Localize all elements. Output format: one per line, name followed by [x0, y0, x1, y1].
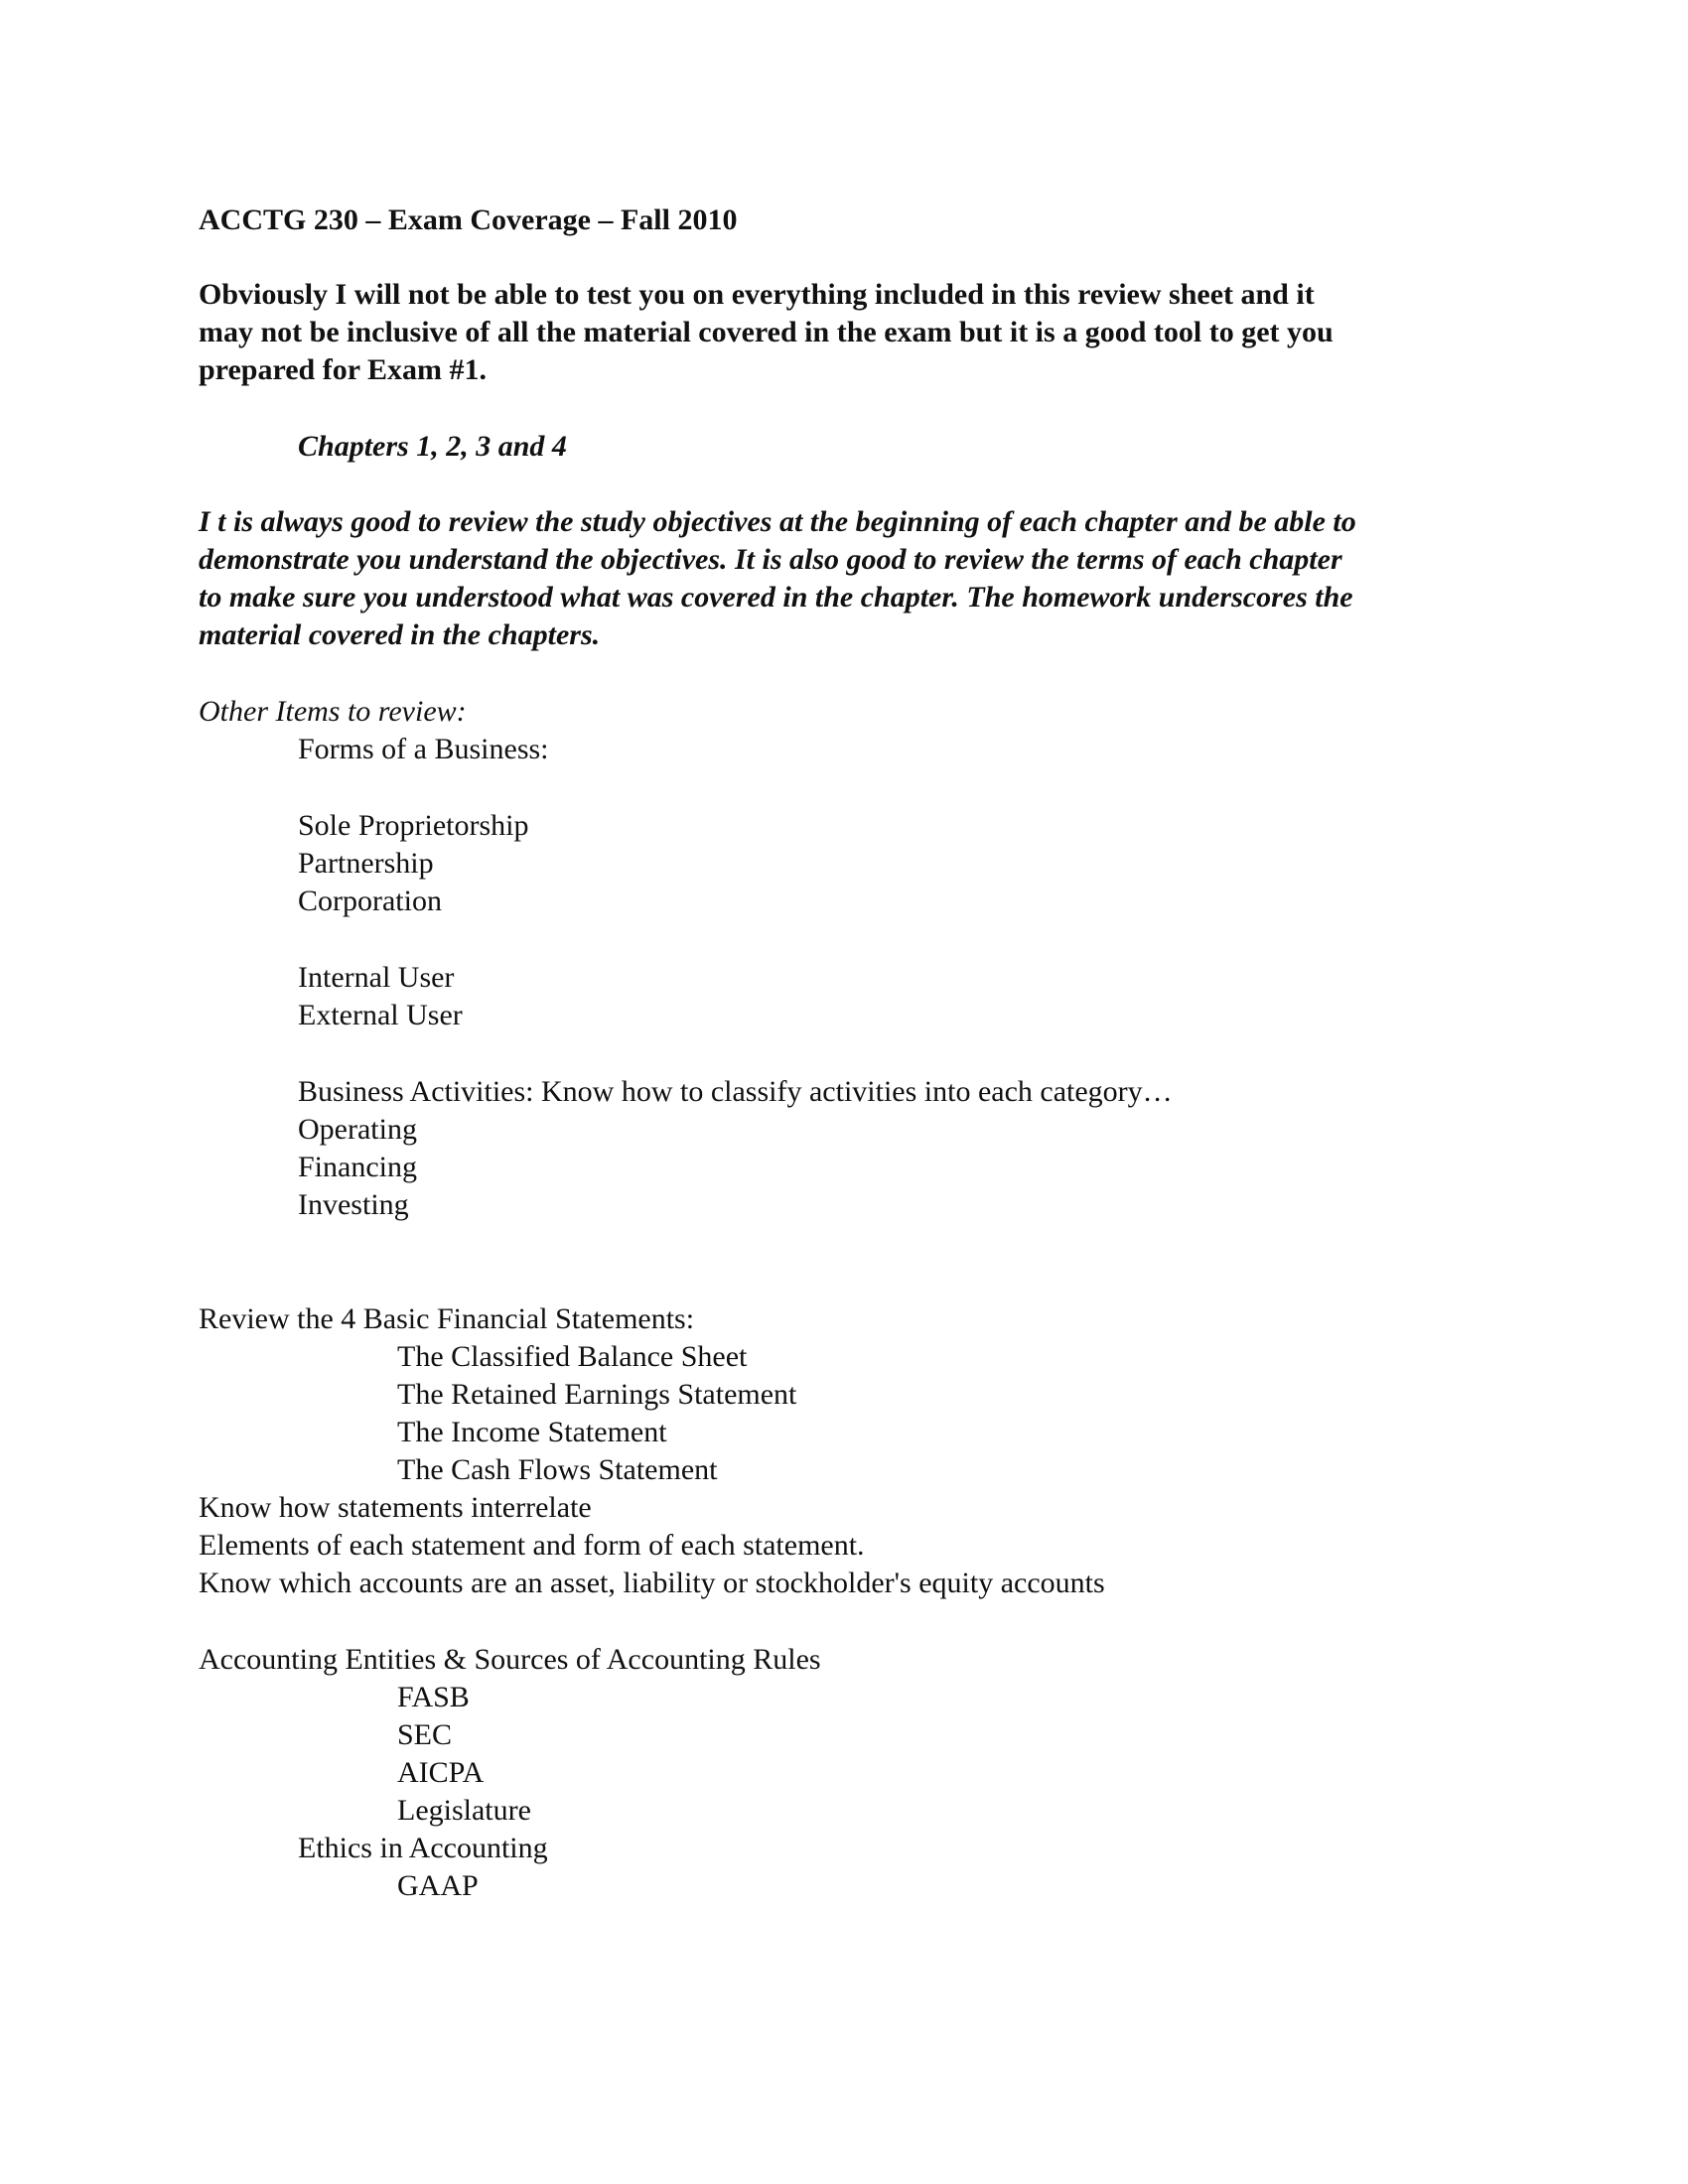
forms-heading: Forms of a Business: — [298, 733, 549, 765]
ethics-heading: Ethics in Accounting — [298, 1832, 548, 1864]
statements-heading: Review the 4 Basic Financial Statements: — [199, 1302, 695, 1335]
business-form-item: Sole Proprietorship — [298, 809, 529, 842]
user-item: External User — [298, 999, 463, 1031]
advice-line: demonstrate you understand the objectives. It is also good to review the terms of each chapter — [199, 543, 1342, 576]
entities-heading: Accounting Entities & Sources of Accounting Rules — [199, 1643, 821, 1676]
ethics-item: GAAP — [397, 1869, 479, 1902]
advice-line: I t is always good to review the study objectives at the beginning of each chapter and be able to — [199, 505, 1356, 538]
statement-item: The Classified Balance Sheet — [397, 1340, 748, 1373]
activities-heading: Business Activities: Know how to classify activities into each category… — [298, 1075, 1173, 1108]
document-title: ACCTG 230 – Exam Coverage – Fall 2010 — [199, 204, 738, 236]
statement-item: The Cash Flows Statement — [397, 1453, 718, 1486]
statement-note: Know which accounts are an asset, liability or stockholder's equity accounts — [199, 1567, 1105, 1599]
activity-item: Financing — [298, 1151, 417, 1183]
business-form-item: Partnership — [298, 847, 434, 880]
entity-item: SEC — [397, 1718, 453, 1751]
entity-item: FASB — [397, 1681, 470, 1713]
entity-item: AICPA — [397, 1756, 485, 1789]
advice-line: to make sure you understood what was covered in the chapter. The homework underscores the — [199, 581, 1353, 614]
statement-note: Know how statements interrelate — [199, 1491, 592, 1524]
intro-line: Obviously I will not be able to test you on everything included in this review sheet and it — [199, 278, 1315, 311]
chapters-heading: Chapters 1, 2, 3 and 4 — [298, 430, 567, 463]
other-items-heading: Other Items to review: — [199, 695, 467, 728]
advice-line: material covered in the chapters. — [199, 618, 601, 651]
statement-item: The Income Statement — [397, 1416, 667, 1448]
activity-item: Operating — [298, 1113, 417, 1146]
activity-item: Investing — [298, 1188, 409, 1221]
intro-line: prepared for Exam #1. — [199, 353, 487, 386]
statement-item: The Retained Earnings Statement — [397, 1378, 797, 1411]
intro-line: may not be inclusive of all the material covered in the exam but it is a good tool to get you — [199, 316, 1334, 348]
statement-note: Elements of each statement and form of each statement. — [199, 1529, 865, 1562]
business-form-item: Corporation — [298, 885, 442, 917]
user-item: Internal User — [298, 961, 455, 994]
entity-item: Legislature — [397, 1794, 531, 1827]
